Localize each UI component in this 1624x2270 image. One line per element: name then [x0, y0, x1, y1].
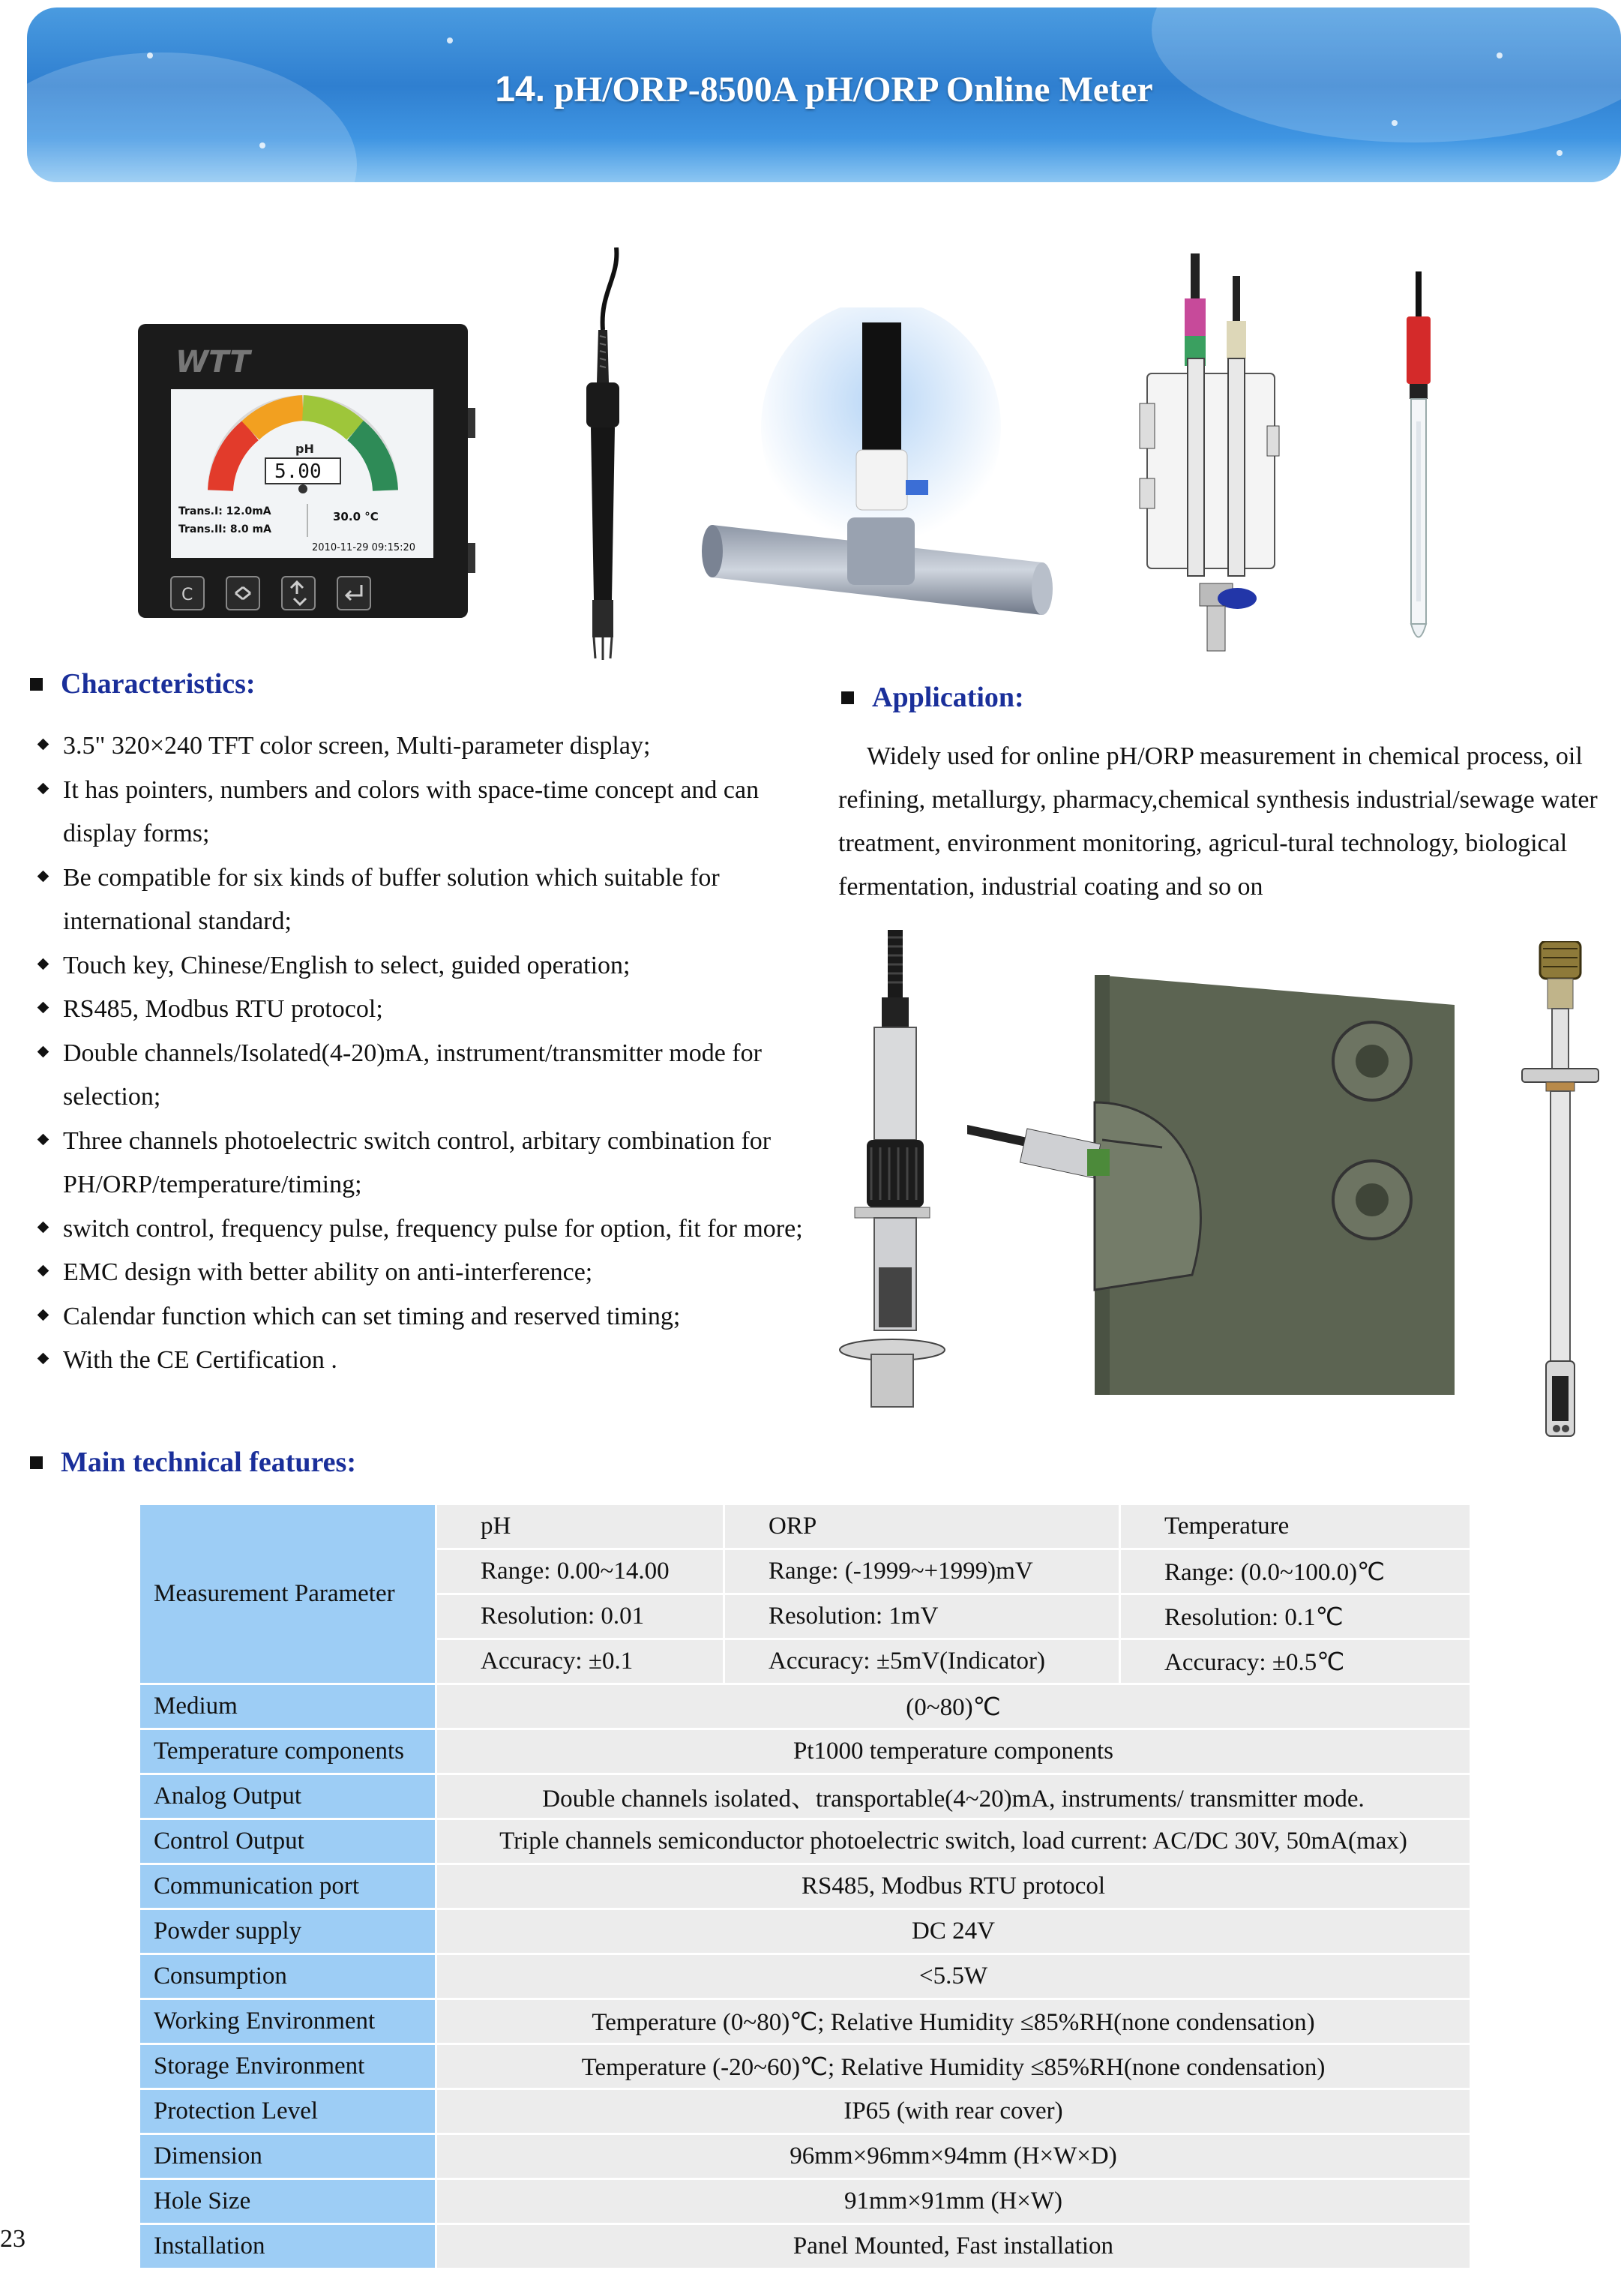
row-label: Analog Output [139, 1774, 436, 1819]
section-number: 14. [495, 70, 546, 109]
meter-unit: pH [295, 442, 314, 456]
list-item [34, 1207, 814, 1252]
row-label: Working Environment [139, 1999, 436, 2044]
diamond-bullet-icon [37, 1353, 49, 1365]
list-item-text: With the CE Certification . [63, 1346, 337, 1374]
list-item-text: EMC design with better ability on anti-interference; [63, 1258, 593, 1286]
characteristics-heading [30, 667, 256, 700]
table-cell: pH [436, 1504, 724, 1549]
table-cell: ORP [724, 1504, 1120, 1549]
list-item [34, 988, 814, 1032]
table-cell: Accuracy: ±5mV(Indicator) [724, 1639, 1120, 1684]
spec-table [138, 1503, 1472, 2270]
list-item [34, 724, 814, 769]
table-row [139, 1774, 1471, 1819]
row-label: Consumption [139, 1954, 436, 1999]
row-label: Communication port [139, 1864, 436, 1909]
table-row [139, 2179, 1471, 2224]
list-item [34, 769, 814, 856]
list-item [34, 1251, 814, 1295]
list-item-text: It has pointers, numbers and colors with space-time concept and can display forms; [63, 775, 760, 847]
diamond-bullet-icon [37, 870, 49, 882]
meter-reading: 5.00 [274, 460, 322, 483]
table-row [139, 1819, 1471, 1864]
row-value: Temperature (0~80)℃; Relative Humidity ≤85%RH(none condensation) [436, 1999, 1471, 2044]
application-heading [841, 681, 1024, 714]
characteristics-list [34, 724, 814, 1383]
list-item-text: Three channels photoelectric switch control, arbitary combination for PH/ORP/temperature/timing; [63, 1126, 772, 1198]
row-value: <5.5W [436, 1954, 1471, 1999]
row-value: Panel Mounted, Fast installation [436, 2224, 1471, 2269]
row-value: Double channels isolated、transportable(4~20)mA, instruments/ transmitter mode. [436, 1774, 1471, 1819]
key-c-label: C [181, 586, 193, 604]
features-heading [30, 1446, 356, 1479]
pipe-mounted-sensor-image [697, 307, 1057, 637]
row-value: 96mm×96mm×94mm (H×W×D) [436, 2134, 1471, 2179]
row-label: Control Output [139, 1819, 436, 1864]
table-cell: Accuracy: ±0.5℃ [1120, 1639, 1471, 1684]
table-row [139, 1954, 1471, 1999]
title-banner [27, 7, 1621, 182]
table-cell: Accuracy: ±0.1 [436, 1639, 724, 1684]
row-value: Temperature (-20~60)℃; Relative Humidity ≤85%RH(none condensation) [436, 2044, 1471, 2089]
ph-electrode-image [570, 247, 630, 664]
table-row [139, 1864, 1471, 1909]
table-row [139, 2224, 1471, 2269]
table-row [139, 1909, 1471, 1954]
table-row [139, 2134, 1471, 2179]
datetime-readout: 2010-11-29 09:15:20 [312, 542, 416, 553]
trans1-readout: Trans.I: 12.0mA [178, 505, 271, 517]
row-value: (0~80)℃ [436, 1684, 1471, 1729]
table-row [139, 1684, 1471, 1729]
list-item [34, 1120, 814, 1207]
list-item-text: 3.5" 320×240 TFT color screen, Multi-parameter display; [63, 732, 651, 760]
table-row [139, 1999, 1471, 2044]
diamond-bullet-icon [37, 1309, 49, 1321]
table-cell: Range: (-1999~+1999)mV [724, 1549, 1120, 1594]
square-bullet-icon [841, 691, 854, 704]
table-cell: Range: 0.00~14.00 [436, 1549, 724, 1594]
diamond-bullet-icon [37, 1265, 49, 1277]
title-text: pH/ORP-8500A pH/ORP Online Meter [554, 70, 1153, 109]
row-value: IP65 (with rear cover) [436, 2089, 1471, 2134]
list-item [34, 856, 814, 944]
table-cell: Resolution: 0.1℃ [1120, 1594, 1471, 1639]
row-label: Dimension [139, 2134, 436, 2179]
table-row [139, 1504, 1471, 1549]
list-item-text: Calendar function which can set timing and reserved timing; [63, 1302, 681, 1330]
row-label: Installation [139, 2224, 436, 2269]
page-number: 23 [0, 2225, 25, 2253]
trans2-readout: Trans.II: 8.0 mA [178, 523, 271, 535]
list-item-text: RS485, Modbus RTU protocol; [63, 995, 383, 1023]
table-cell: Temperature [1120, 1504, 1471, 1549]
table-cell: Range: (0.0~100.0)℃ [1120, 1549, 1471, 1594]
list-item-text: Touch key, Chinese/English to select, guided operation; [63, 951, 631, 979]
application-heading-text: Application: [872, 682, 1024, 713]
diamond-bullet-icon [37, 1221, 49, 1233]
flow-cell-holder-image [1132, 253, 1282, 658]
row-value: Triple channels semiconductor photoelectric switch, load current: AC/DC 30V, 50mA(max) [436, 1819, 1471, 1864]
diamond-bullet-icon [37, 739, 49, 751]
list-item-text: Double channels/Isolated(4-20)mA, instrument/transmitter mode for selection; [63, 1039, 762, 1111]
list-item [34, 944, 814, 988]
row-label: Hole Size [139, 2179, 436, 2224]
list-item-text: Be compatible for six kinds of buffer solution which suitable for international standard; [63, 863, 720, 935]
row-label: Measurement Parameter [139, 1504, 436, 1684]
temperature-readout: 30.0 °C [333, 510, 379, 523]
diamond-bullet-icon [37, 958, 49, 970]
row-label: Protection Level [139, 2089, 436, 2134]
glass-electrode-image [1396, 271, 1441, 654]
row-label: Medium [139, 1684, 436, 1729]
brand-logo: WTT [175, 345, 250, 379]
list-item [34, 1032, 814, 1120]
row-label: Powder supply [139, 1909, 436, 1954]
inline-sensor-image [825, 930, 960, 1417]
row-label: Storage Environment [139, 2044, 436, 2089]
table-cell: Resolution: 0.01 [436, 1594, 724, 1639]
diamond-bullet-icon [37, 1045, 49, 1057]
panel-meter-image [138, 318, 475, 618]
row-value: RS485, Modbus RTU protocol [436, 1864, 1471, 1909]
table-row [139, 1729, 1471, 1774]
table-row [139, 2044, 1471, 2089]
row-value: DC 24V [436, 1909, 1471, 1954]
square-bullet-icon [30, 1456, 43, 1469]
table-cell: Resolution: 1mV [724, 1594, 1120, 1639]
diamond-bullet-icon [37, 1002, 49, 1014]
list-item [34, 1295, 814, 1339]
submersible-sensor-image [1519, 941, 1602, 1451]
characteristics-heading-text: Characteristics: [61, 668, 256, 700]
diamond-bullet-icon [37, 1133, 49, 1145]
row-value: 91mm×91mm (H×W) [436, 2179, 1471, 2224]
diamond-bullet-icon [37, 782, 49, 794]
features-heading-text: Main technical features: [61, 1447, 356, 1478]
tank-installation-image [967, 975, 1455, 1395]
application-paragraph: Widely used for online pH/ORP measurement in chemical process, oil refining, metallurgy, pharmacy,chemical synthesis industrial/sewage water treatment, environment monitoring, agricul-tural technology, biological fermentation, industrial coating and so on [838, 742, 1598, 901]
square-bullet-icon [30, 678, 43, 691]
list-item-text: switch control, frequency pulse, frequency pulse for option, fit for more; [63, 1214, 803, 1243]
page-title [27, 69, 1621, 110]
row-value: Pt1000 temperature components [436, 1729, 1471, 1774]
list-item [34, 1339, 814, 1383]
row-label: Temperature components [139, 1729, 436, 1774]
table-row [139, 2089, 1471, 2134]
